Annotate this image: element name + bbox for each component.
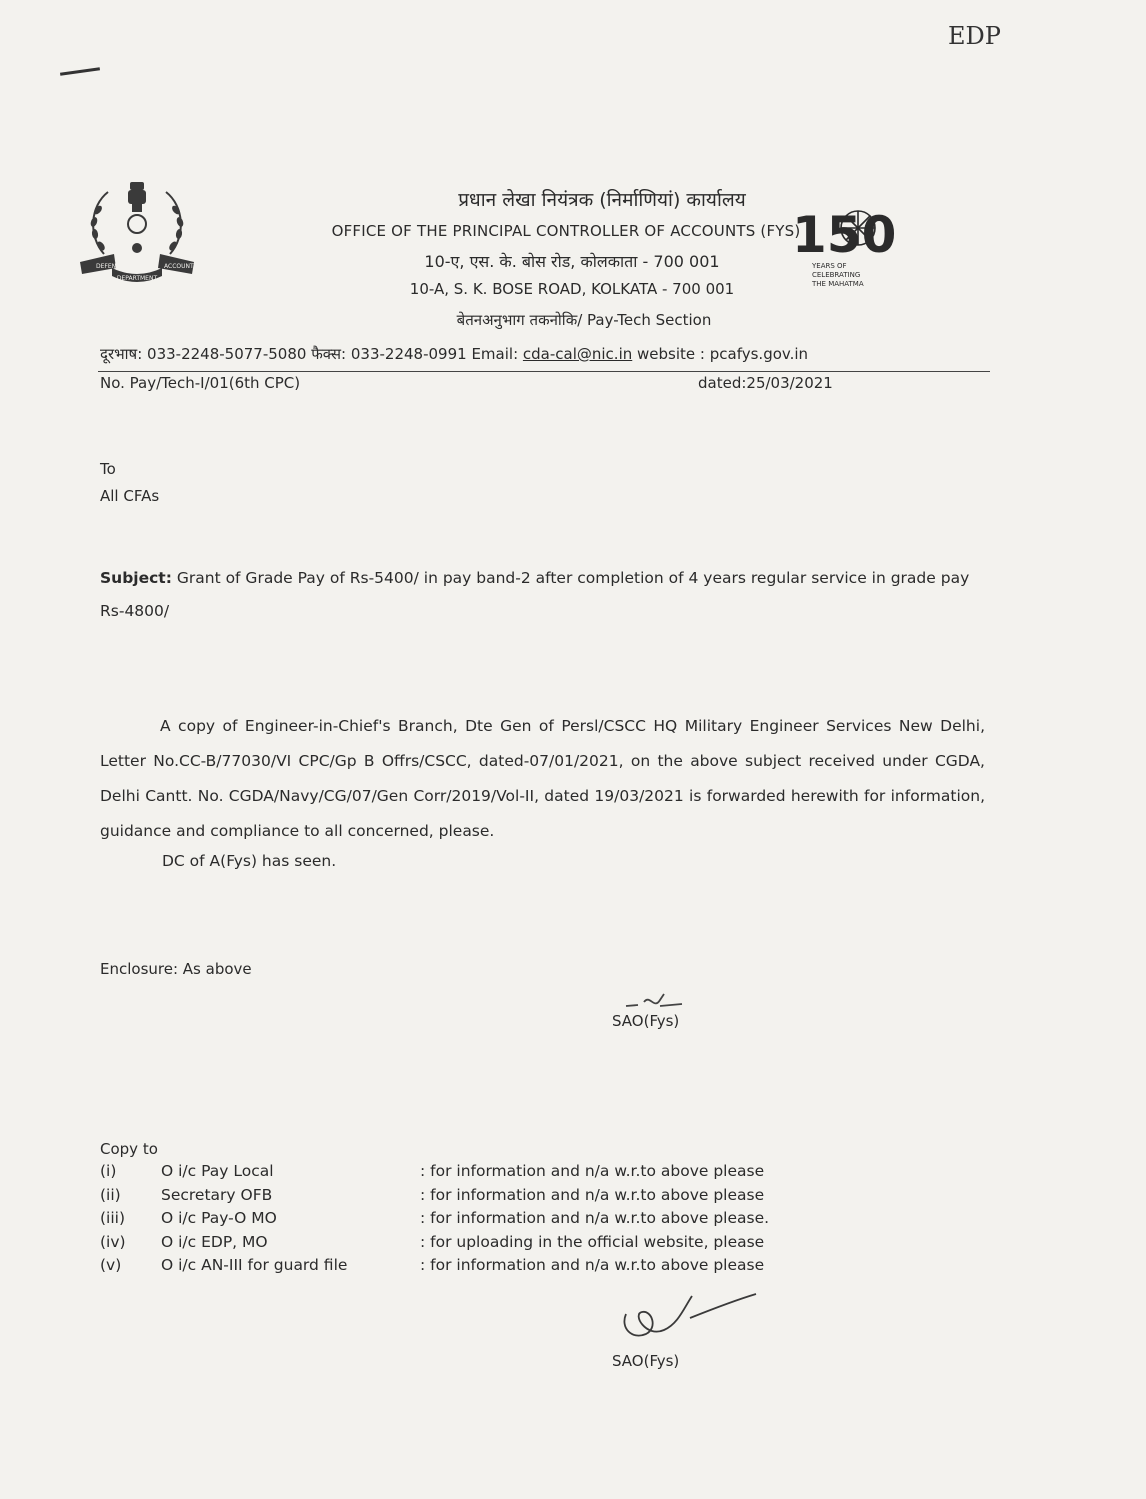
item-purpose: : for information and n/a w.r.to above please xyxy=(420,1185,765,1204)
item-recipient: O i/c Pay Local xyxy=(161,1162,274,1180)
list-item xyxy=(100,1186,860,1210)
website-label: website : xyxy=(637,345,705,363)
logo-150-number: 150 xyxy=(792,206,897,264)
fax-number: 033-2248-0991 xyxy=(350,345,467,363)
letter-date: dated:25/03/2021 xyxy=(698,374,833,392)
office-title-hindi: प्रधान लेखा नियंत्रक (निर्माणियां) कार्यालय xyxy=(458,189,746,211)
fax-label: फैक्स: xyxy=(311,345,347,363)
office-title-english: OFFICE OF THE PRINCIPAL CONTROLLER OF ACCOUNTS (FYS) xyxy=(331,222,801,240)
list-item xyxy=(100,1209,860,1233)
item-recipient: O i/c AN-III for guard file xyxy=(161,1256,348,1274)
phone-label: दूरभाष: xyxy=(100,345,143,363)
list-item xyxy=(100,1256,860,1280)
emblem-text-right: ACCOUNTS xyxy=(164,263,198,270)
item-number: (iii) xyxy=(100,1209,126,1227)
item-purpose: : for information and n/a w.r.to above please xyxy=(420,1162,765,1180)
emblem-text-bottom: DEPARTMENT xyxy=(116,275,158,282)
logo-caption-1: YEARS OF xyxy=(812,262,847,270)
addressee-block xyxy=(100,456,159,510)
email-link[interactable]: cda-cal@nic.in xyxy=(522,345,633,363)
signatory-title-2: SAO(Fys) xyxy=(612,1352,680,1370)
header-divider xyxy=(98,371,990,372)
website-link[interactable]: pcafys.gov.in xyxy=(709,345,809,363)
section-name: बेतनअनुभाग तकनोकि/ Pay-Tech Section xyxy=(456,311,712,329)
address-hindi: 10-ए, एस. के. बोस रोड, कोलकाता - 700 001 xyxy=(424,252,720,271)
contact-line xyxy=(100,344,808,364)
logo-caption-3: THE MAHATMA xyxy=(812,280,864,288)
address-english: 10-A, S. K. BOSE ROAD, KOLKATA - 700 001 xyxy=(409,280,735,298)
to-label: To xyxy=(100,460,116,478)
item-number: (i) xyxy=(100,1162,117,1180)
seen-note: DC of A(Fys) has seen. xyxy=(162,852,337,870)
list-item xyxy=(100,1162,860,1186)
subject-block xyxy=(100,562,985,628)
signatory-title-1: SAO(Fys) xyxy=(612,1012,680,1030)
copy-to-heading: Copy to xyxy=(100,1140,158,1158)
body-paragraph: A copy of Engineer-in-Chief's Branch, Dte Gen of Persl/CSCC HQ Military Engineer Services New Delhi, Letter No.CC-B/77030/VI CPC/Gp B Offrs/CSCC, dated-07/01/2021, on the above subject received under CGDA, Delhi Cantt. No. CGDA/Navy/CG/07/Gen Corr/2019/Vol-II, dated 19/03/2021 is forwarded herewith for information, guidance and compliance to all concerned, please. xyxy=(100,717,985,840)
list-item xyxy=(100,1233,860,1257)
item-recipient: O i/c Pay-O MO xyxy=(161,1209,277,1227)
copy-to-list xyxy=(100,1162,860,1280)
logo-caption-2: CELEBRATING xyxy=(812,271,861,279)
emblem-text-left: DEFENCE xyxy=(96,263,125,270)
letter-number: No. Pay/Tech-I/01(6th CPC) xyxy=(100,374,301,392)
item-recipient: O i/c EDP, MO xyxy=(161,1232,268,1251)
subject-label: Subject: xyxy=(100,569,172,587)
gandhi-150-logo-icon xyxy=(790,202,897,294)
item-number: (ii) xyxy=(100,1185,121,1204)
item-purpose: : for uploading in the official website, please xyxy=(420,1232,765,1251)
item-purpose: : for information and n/a w.r.to above please xyxy=(420,1256,765,1274)
email-label: Email: xyxy=(471,345,519,363)
handwritten-signature-icon xyxy=(612,1288,762,1350)
recipients: All CFAs xyxy=(100,487,160,505)
handwritten-edp-mark: EDP xyxy=(948,22,1001,50)
phone-number: 033-2248-5077-5080 xyxy=(147,345,307,363)
item-purpose: : for information and n/a w.r.to above please. xyxy=(420,1209,770,1227)
item-number: (v) xyxy=(100,1256,122,1274)
item-recipient: Secretary OFB xyxy=(161,1185,273,1204)
subject-text: Grant of Grade Pay of Rs-5400/ in pay band-2 after completion of 4 years regular service in grade pay Rs-4800/ xyxy=(100,569,970,620)
item-number: (iv) xyxy=(100,1232,126,1251)
pen-mark xyxy=(60,67,100,76)
enclosure-note: Enclosure: As above xyxy=(100,960,252,978)
